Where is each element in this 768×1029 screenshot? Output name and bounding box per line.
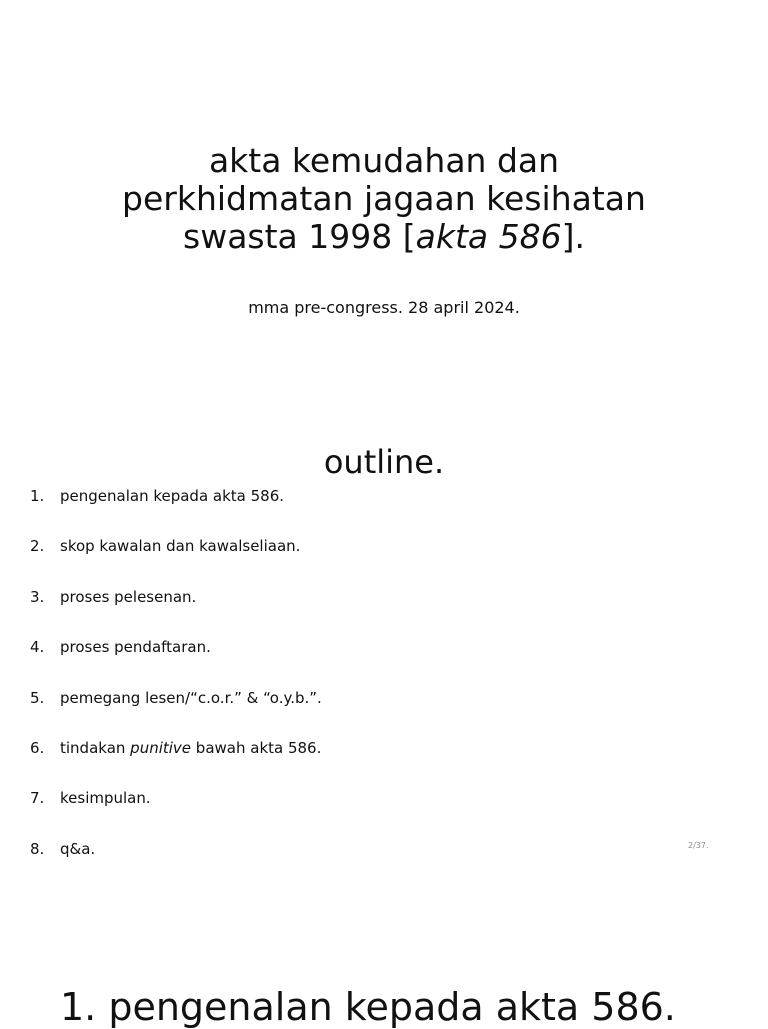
list-item [30,487,630,537]
slide-subtitle: mma pre-congress. 28 april 2024. [248,298,520,317]
title-line-3-pre: swasta 1998 [ [183,217,416,256]
title-act-name: akta 586 [415,217,562,256]
item-number: 4. [30,638,45,657]
title-line-2: perkhidmatan jagaan kesihatan [122,179,646,218]
title-line-3-post: ]. [561,217,585,256]
item-number: 7. [30,789,45,808]
list-item [30,588,630,638]
list-item [30,789,630,839]
item-text: pemegang lesen/“c.o.r.” & “o.y.b.”. [60,688,322,707]
item-text-pre: tindakan [60,738,131,757]
outline-title: outline. [323,443,445,481]
outline-list [30,487,630,890]
item-text: proses pendaftaran. [60,638,211,657]
item-number: 1. [30,487,45,505]
item-text [60,739,321,757]
item-text: pengenalan kepada akta 586. [60,487,285,505]
list-item [30,638,630,688]
item-text: q&a. [60,839,96,858]
outline-slide [0,430,768,900]
item-number: 5. [30,688,45,707]
item-text: kesimpulan. [60,789,151,808]
list-item [30,840,630,890]
slide-title [84,142,684,256]
item-number: 2. [30,537,45,556]
item-text: proses pelesenan. [60,587,197,606]
list-item [30,689,630,739]
item-text: skop kawalan dan kawalseliaan. [60,537,301,556]
section-heading: 1. pengenalan kepada akta 586. [60,985,676,1029]
title-line-3 [84,218,684,256]
item-number: 3. [30,587,45,606]
page-number: 2/37. [688,841,709,850]
list-item [30,537,630,587]
title-line-1: akta kemudahan dan [208,141,560,180]
title-slide [0,0,768,420]
item-number: 8. [30,839,45,858]
item-text-post: bawah akta 586. [191,738,322,757]
list-item [30,739,630,789]
item-number: 6. [30,738,45,757]
item-text-italic: punitive [130,738,192,757]
